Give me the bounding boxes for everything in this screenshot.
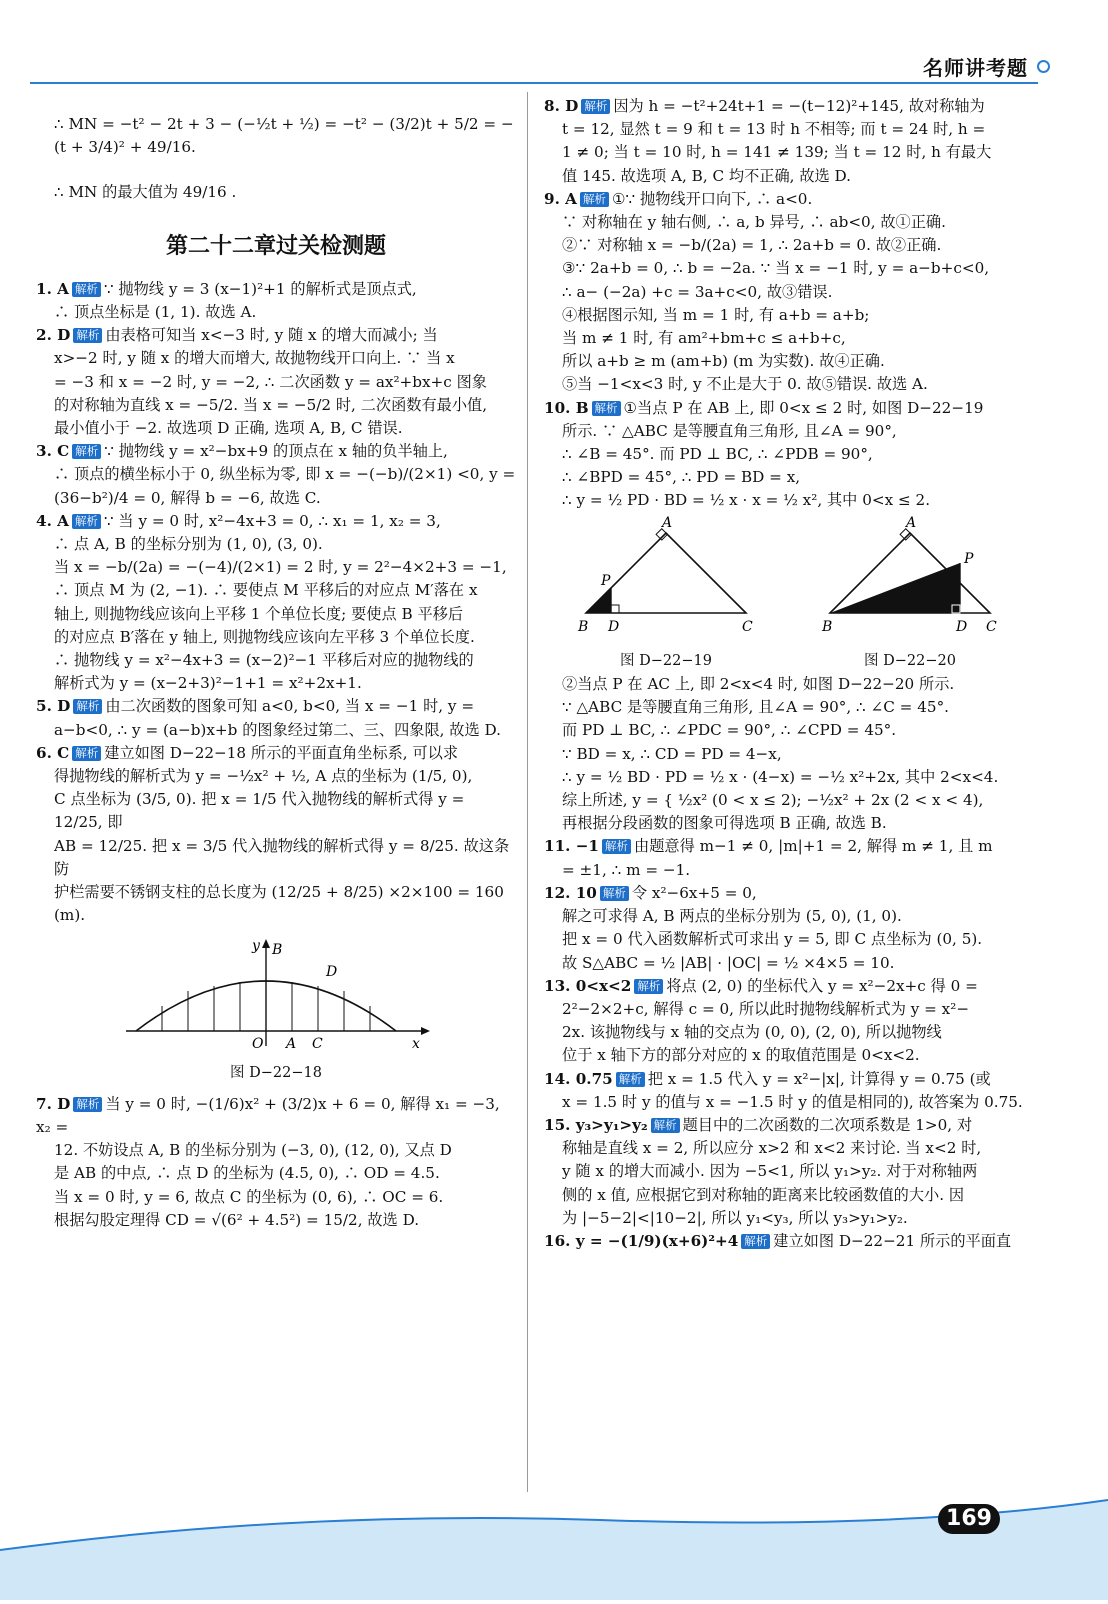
answer-number: 14. 0.75	[544, 1069, 613, 1088]
answer-line	[36, 626, 516, 649]
answer-text: 值 145. 故选项 A, B, C 均不正确, 故选 D.	[562, 166, 852, 185]
answer-first-line	[544, 95, 1032, 118]
answer-first-line	[544, 397, 1032, 420]
answer-text: ∴ ∠BPD = 45°, ∴ PD = BD = x,	[562, 468, 801, 487]
chapter-heading: 第二十二章过关检测题	[165, 233, 386, 259]
answer-text: ①当点 P 在 AB 上, 即 0<x ≤ 2 时, 如图 D−22−19	[623, 398, 984, 417]
answer-line	[36, 371, 516, 394]
header-title: 名师讲考题	[923, 56, 1028, 80]
answer-line	[36, 1209, 516, 1232]
answer-text: 称轴是直线 x = 2, 所以应分 x>2 和 x<2 来讨论. 当 x<2 时,	[562, 1139, 982, 1158]
answer-first-line	[544, 835, 1032, 858]
answer-line	[544, 373, 1032, 396]
answer-line	[544, 165, 1032, 188]
answer-item	[36, 440, 516, 510]
answer-line	[36, 1162, 516, 1185]
answer-text: ∴ a− (−2a) +c = 3a+c<0, 故③错误.	[562, 282, 833, 301]
page-header	[0, 0, 1108, 100]
answer-text: 是 AB 的中点, ∴ 点 D 的坐标为 (4.5, 0), ∴ OD = 4.5.	[54, 1164, 440, 1183]
answer-text: C 点坐标为 (3/5, 0). 把 x = 1/5 代入抛物线的解析式得 y = 12/25, 即	[54, 790, 465, 832]
answer-number: 11. −1	[544, 837, 600, 856]
column-divider	[527, 92, 528, 1492]
answer-line	[544, 489, 1032, 512]
answer-line	[36, 649, 516, 672]
analysis-tag: 解析	[73, 699, 102, 714]
analysis-tag: 解析	[600, 886, 629, 901]
caption-19: 图 D−22−19	[620, 652, 712, 669]
header-dot-icon	[1037, 60, 1050, 73]
label-b: B	[578, 618, 589, 635]
answer-text: 题目中的二次函数的二次项系数是 1>0, 对	[682, 1115, 973, 1134]
label-o: O	[252, 1035, 264, 1052]
answer-line	[36, 487, 516, 510]
answer-text: x = 1.5 时 y 的值与 x = −1.5 时 y 的值是相同的), 故答案为 0.75.	[562, 1092, 1023, 1111]
answer-line	[544, 1160, 1032, 1183]
label-a: A	[286, 1035, 297, 1052]
answer-first-line	[544, 188, 1032, 211]
answer-line	[544, 327, 1032, 350]
answer-line	[544, 859, 1032, 882]
answer-first-line	[36, 1093, 516, 1139]
answer-text: 侧的 x 值, 应根据它到对称轴的距离来比较函数值的大小. 因	[562, 1185, 965, 1204]
analysis-tag: 解析	[651, 1118, 680, 1133]
answer-line	[36, 719, 516, 742]
page-number: 169	[938, 1504, 1000, 1534]
answer-text: 解之可求得 A, B 两点的坐标分别为 (5, 0), (1, 0).	[562, 907, 902, 926]
answer-line	[36, 1139, 516, 1162]
analysis-tag: 解析	[581, 99, 610, 114]
answer-text: 建立如图 D−22−21 所示的平面直	[773, 1231, 1012, 1250]
answer-first-line	[544, 1068, 1032, 1091]
answer-item	[544, 975, 1032, 1068]
answer-line	[544, 1207, 1032, 1230]
answer-line	[544, 1137, 1032, 1160]
answer-number: 3. C	[36, 442, 70, 461]
answer-number: 7. D	[36, 1094, 71, 1113]
answer-text: = −3 和 x = −2 时, y = −2, ∴ 二次函数 y = ax²+bx+c 图象	[54, 372, 487, 391]
figure-d-22-19	[566, 513, 766, 673]
answer-line	[544, 998, 1032, 1021]
right-column	[544, 95, 1032, 1253]
answer-text: 的对应点 B′落在 y 轴上, 则抛物线应该向左平移 3 个单位长度.	[54, 627, 475, 646]
analysis-tag: 解析	[634, 979, 663, 994]
answer-item	[544, 835, 1032, 881]
answer-line	[544, 304, 1032, 327]
answer-line: 而 PD ⊥ BC, ∴ ∠PDC = 90°, ∴ ∠CPD = 45°.	[562, 721, 897, 740]
answer-item	[544, 95, 1032, 188]
analysis-tag: 解析	[72, 514, 101, 529]
label-c: C	[742, 618, 753, 635]
answer-item	[544, 1230, 1032, 1253]
answer-number: 2. D	[36, 326, 71, 345]
answer-line	[544, 118, 1032, 141]
answer-text: AB = 12/25. 把 x = 3/5 代入抛物线的解析式得 y = 8/25. 故这条防	[54, 836, 510, 878]
answer-line: 综上所述, y = { ½x² (0 < x ≤ 2); −½x² + 2x (2 < x < 4),	[562, 791, 984, 810]
answer-text: (36−b²)/4 = 0, 解得 b = −6, 故选 C.	[54, 488, 321, 507]
answer-text: ∴ 顶点 M 为 (2, −1). ∴ 要使点 M 平移后的对应点 M′落在 x	[54, 581, 478, 600]
label-d: D	[608, 618, 620, 635]
answer-line	[544, 211, 1032, 234]
analysis-tag: 解析	[72, 282, 101, 297]
answer-line	[36, 881, 516, 927]
answer-number: 4. A	[36, 511, 69, 530]
answer-line	[36, 1186, 516, 1209]
answer-line	[36, 394, 516, 417]
analysis-tag: 解析	[72, 444, 101, 459]
answer-text: 为 |−5−2|<|10−2|, 所以 y₁<y₃, 所以 y₃>y₁>y₂.	[562, 1208, 908, 1227]
answer-text: ∴ 抛物线 y = x²−4x+3 = (x−2)²−1 平移后对应的抛物线的	[54, 651, 474, 670]
answer-line	[36, 835, 516, 881]
answer-line	[36, 463, 516, 486]
answer-text: ②∵ 对称轴 x = −b/(2a) = 1, ∴ 2a+b = 0. 故②正确.	[562, 236, 942, 255]
answer-text: y 随 x 的增大而减小. 因为 −5<1, 所以 y₁>y₂. 对于对称轴两	[562, 1162, 978, 1181]
right-answer-list	[544, 95, 1032, 513]
answer-line	[544, 281, 1032, 304]
answer-item	[544, 882, 1032, 975]
answer-item	[36, 695, 516, 741]
answer-text: ∵ 对称轴在 y 轴右侧, ∴ a, b 异号, ∴ ab<0, 故①正确.	[562, 213, 946, 232]
label-x: x	[412, 1035, 420, 1052]
answer-text: ∴ 顶点的横坐标小于 0, 纵坐标为零, 即 x = −(−b)/(2×1) <0, y =	[54, 465, 516, 484]
answer-text: 把 x = 0 代入函数解析式可求出 y = 5, 即 C 点坐标为 (0, 5).	[562, 930, 983, 949]
answer-line	[36, 765, 516, 788]
answer-text: ∵ 抛物线 y = x²−bx+9 的顶点在 x 轴的负半轴上,	[104, 442, 448, 461]
figure-d-22-18	[36, 936, 516, 1085]
label-a: A	[662, 514, 673, 531]
answer-text: ∴ 点 A, B 的坐标分别为 (1, 0), (3, 0).	[54, 535, 323, 554]
analysis-tag: 解析	[72, 746, 101, 761]
answer-line	[36, 533, 516, 556]
right-answer-list-2	[544, 835, 1032, 1253]
analysis-tag: 解析	[592, 401, 621, 416]
answer-text: 轴上, 则抛物线应该向上平移 1 个单位长度; 要使点 B 平移后	[54, 604, 464, 623]
answer-first-line	[36, 695, 516, 718]
answer-text: a−b<0, ∴ y = (a−b)x+b 的图象经过第二、三、四象限, 故选 D.	[54, 720, 501, 739]
answer-line	[544, 905, 1032, 928]
answer-text: 故 S△ABC = ½ |AB| · |OC| = ½ ×4×5 = 10.	[562, 953, 895, 972]
answer-text: = ±1, ∴ m = −1.	[562, 860, 691, 879]
triangle-figure-20	[810, 513, 1010, 643]
answer-line	[36, 579, 516, 602]
answer-text: 位于 x 轴下方的部分对应的 x 的取值范围是 0<x<2.	[562, 1046, 920, 1065]
answer-text: 当 x = 0 时, y = 6, 故点 C 的坐标为 (0, 6), ∴ OC = 6.	[54, 1187, 444, 1206]
answer-text: 护栏需要不锈钢支柱的总长度为 (12/25 + 8/25) ×2×100 = 160 (m).	[54, 883, 504, 925]
analysis-tag: 解析	[73, 1097, 102, 1112]
answer-line	[544, 1021, 1032, 1044]
answer-text: 2²−2×2+c, 解得 c = 0, 所以此时抛物线解析式为 y = x²−	[562, 999, 970, 1018]
answer-line	[544, 350, 1032, 373]
answer-line	[544, 952, 1032, 975]
analysis-tag: 解析	[741, 1234, 770, 1249]
label-a: A	[906, 514, 917, 531]
answer-text: 由题意得 m−1 ≠ 0, |m|+1 = 2, 解得 m ≠ 1, 且 m	[634, 837, 993, 856]
answer-text: ∴ y = ½ PD · BD = ½ x · x = ½ x², 其中 0<x ≤ 2.	[562, 491, 931, 510]
answer-text: 将点 (2, 0) 的坐标代入 y = x²−2x+c 得 0 =	[666, 976, 978, 995]
answer-text: 当 x = −b/(2a) = −(−4)/(2×1) = 2 时, y = 2²−4×2+3 = −1,	[54, 558, 507, 577]
answer-line	[36, 788, 516, 834]
answer-text: ④根据图示知, 当 m = 1 时, 有 a+b = a+b;	[562, 305, 870, 324]
answer-text: 所以 a+b ≥ m (am+b) (m 为实数). 故④正确.	[562, 352, 885, 371]
answer-text: 由表格可知当 x<−3 时, y 随 x 的增大而减小; 当	[105, 326, 438, 345]
answer-line	[544, 1044, 1032, 1067]
answer-item	[36, 324, 516, 440]
answer-number: 16. y = −(1/9)(x+6)²+4	[544, 1231, 739, 1250]
analysis-tag: 解析	[580, 192, 609, 207]
label-y: y	[252, 937, 260, 954]
label-b: B	[272, 941, 283, 958]
answer-text: 1 ≠ 0; 当 t = 10 时, h = 141 ≠ 139; 当 t = 12 时, h 有最大	[562, 143, 992, 162]
answer-text: ∴ 顶点坐标是 (1, 1). 故选 A.	[54, 303, 257, 322]
answer-text: 当 y = 0 时, −(1/6)x² + (3/2)x + 6 = 0, 解得 x₁ = −3, x₂ =	[36, 1094, 500, 1136]
answer-text: 把 x = 1.5 代入 y = x²−|x|, 计算得 y = 0.75 (或	[647, 1069, 991, 1088]
answer-text: 根据勾股定理得 CD = √(6² + 4.5²) = 15/2, 故选 D.	[54, 1210, 420, 1229]
footer-wave	[0, 1490, 1108, 1600]
answer-text: 最小值小于 −2. 故选项 D 正确, 选项 A, B, C 错误.	[54, 419, 403, 438]
answer-number: 15. y₃>y₁>y₂	[544, 1115, 648, 1134]
answer-line	[544, 928, 1032, 951]
answer-number: 9. A	[544, 189, 577, 208]
answer-text: 12. 不妨设点 A, B 的坐标分别为 (−3, 0), (12, 0), 又点 D	[54, 1141, 452, 1160]
answer-line	[36, 672, 516, 695]
answer-line	[544, 1091, 1032, 1114]
answer-item	[36, 278, 516, 324]
answer-line	[36, 347, 516, 370]
answer-text: ①∵ 抛物线开口向下, ∴ a<0.	[611, 189, 813, 208]
answer-line	[544, 420, 1032, 443]
analysis-tag: 解析	[616, 1072, 645, 1087]
answer-first-line	[36, 510, 516, 533]
answer-first-line	[36, 278, 516, 301]
answer-line	[544, 1184, 1032, 1207]
answer-line	[544, 234, 1032, 257]
answer-number: 1. A	[36, 279, 69, 298]
answer-text: 由二次函数的图象可知 a<0, b<0, 当 x = −1 时, y =	[105, 697, 475, 716]
item-10-continued	[544, 673, 1032, 835]
answer-first-line	[36, 742, 516, 765]
answer-line: 再根据分段函数的图象可得选项 B 正确, 故选 B.	[562, 814, 887, 833]
answer-line: ∵ BD = x, ∴ CD = PD = 4−x,	[562, 744, 782, 763]
answer-line: ∴ y = ½ BD · PD = ½ x · (4−x) = −½ x²+2x, 其中 2<x<4.	[562, 767, 999, 786]
mn-max: ∴ MN 的最大值为 49/16 .	[54, 183, 237, 202]
answer-text: 当 m ≠ 1 时, 有 am²+bm+c ≤ a+b+c,	[562, 329, 846, 348]
parabola-figure-18	[116, 936, 436, 1056]
label-d: D	[956, 618, 968, 635]
answer-text: 的对称轴为直线 x = −5/2. 当 x = −5/2 时, 二次函数有最小值,	[54, 395, 488, 414]
answer-line	[36, 417, 516, 440]
answer-item	[36, 742, 516, 928]
answer-text: 因为 h = −t²+24t+1 = −(t−12)²+145, 故对称轴为	[613, 97, 985, 115]
analysis-tag: 解析	[602, 839, 631, 854]
answer-text: ③∵ 2a+b = 0, ∴ b = −2a. ∵ 当 x = −1 时, y = a−b+c<0,	[562, 259, 990, 278]
left-answer-list	[36, 278, 516, 1232]
label-b: B	[822, 618, 833, 635]
answer-number: 5. D	[36, 697, 71, 716]
header-rule	[30, 82, 1038, 84]
answer-line: ∵ △ABC 是等腰直角三角形, 且∠A = 90°, ∴ ∠C = 45°.	[562, 698, 949, 717]
answer-first-line	[544, 1114, 1032, 1137]
answer-line	[544, 466, 1032, 489]
answer-text: x>−2 时, y 随 x 的增大而增大, 故抛物线开口向上. ∵ 当 x	[54, 349, 455, 368]
answer-text: 2x. 该抛物线与 x 轴的交点为 (0, 0), (2, 0), 所以抛物线	[562, 1023, 942, 1042]
answer-text: ∵ 当 y = 0 时, x²−4x+3 = 0, ∴ x₁ = 1, x₂ = 3,	[103, 511, 441, 530]
answer-first-line	[36, 440, 516, 463]
page-footer	[0, 1490, 1108, 1600]
answer-line	[36, 556, 516, 579]
answer-item	[544, 1114, 1032, 1230]
answer-text: ⑤当 −1<x<3 时, y 不止是大于 0. 故⑤错误. 故选 A.	[562, 375, 928, 394]
answer-number: 10. B	[544, 398, 589, 417]
label-p: P	[964, 550, 974, 567]
answer-number: 12. 10	[544, 883, 597, 902]
label-d: D	[326, 963, 338, 980]
answer-line	[36, 301, 516, 324]
answer-text: 令 x²−6x+5 = 0,	[631, 883, 757, 902]
answer-line	[544, 141, 1032, 164]
answer-number: 6. C	[36, 743, 70, 762]
answer-first-line	[544, 882, 1032, 905]
answer-first-line	[544, 975, 1032, 998]
answer-line	[36, 603, 516, 626]
answer-line	[544, 257, 1032, 280]
caption-18: 图 D−22−18	[230, 1064, 322, 1081]
answer-text: ∴ ∠B = 45°. 而 PD ⊥ BC, ∴ ∠PDB = 90°,	[562, 445, 873, 464]
answer-item	[544, 188, 1032, 397]
answer-text: 得抛物线的解析式为 y = −½x² + ½, A 点的坐标为 (1/5, 0),	[54, 767, 473, 786]
triangle-figure-19	[566, 513, 766, 643]
mn-formula: ∴ MN = −t² − 2t + 3 − (−½t + ½) = −t² − (3/2)t + 5/2 = −(t + 3/4)² + 49/16.	[54, 115, 514, 157]
answer-line	[544, 443, 1032, 466]
label-c: C	[986, 618, 997, 635]
answer-item	[544, 397, 1032, 513]
answer-number: 8. D	[544, 97, 579, 115]
left-column	[36, 95, 516, 1232]
answer-line: ②当点 P 在 AC 上, 即 2<x<4 时, 如图 D−22−20 所示.	[562, 675, 955, 694]
analysis-tag: 解析	[73, 328, 102, 343]
answer-text: ∵ 抛物线 y = 3 (x−1)²+1 的解析式是顶点式,	[103, 279, 417, 298]
answer-text: 所示. ∵ △ABC 是等腰直角三角形, 且∠A = 90°,	[562, 421, 897, 440]
figure-d-22-20	[810, 513, 1010, 673]
answer-text: 解析式为 y = (x−2+3)²−1+1 = x²+2x+1.	[54, 674, 362, 693]
answer-first-line	[544, 1230, 1032, 1253]
answer-item	[36, 1093, 516, 1232]
label-c: C	[312, 1035, 323, 1052]
answer-text: 建立如图 D−22−18 所示的平面直角坐标系, 可以求	[104, 743, 459, 762]
label-p: P	[601, 572, 611, 589]
caption-20: 图 D−22−20	[864, 652, 956, 669]
answer-text: t = 12, 显然 t = 9 和 t = 13 时 h 不相等; 而 t = 24 时, h =	[562, 120, 986, 139]
answer-number: 13. 0<x<2	[544, 976, 632, 995]
answer-item	[544, 1068, 1032, 1114]
answer-item	[36, 510, 516, 696]
answer-first-line	[36, 324, 516, 347]
figure-row	[544, 513, 1032, 673]
